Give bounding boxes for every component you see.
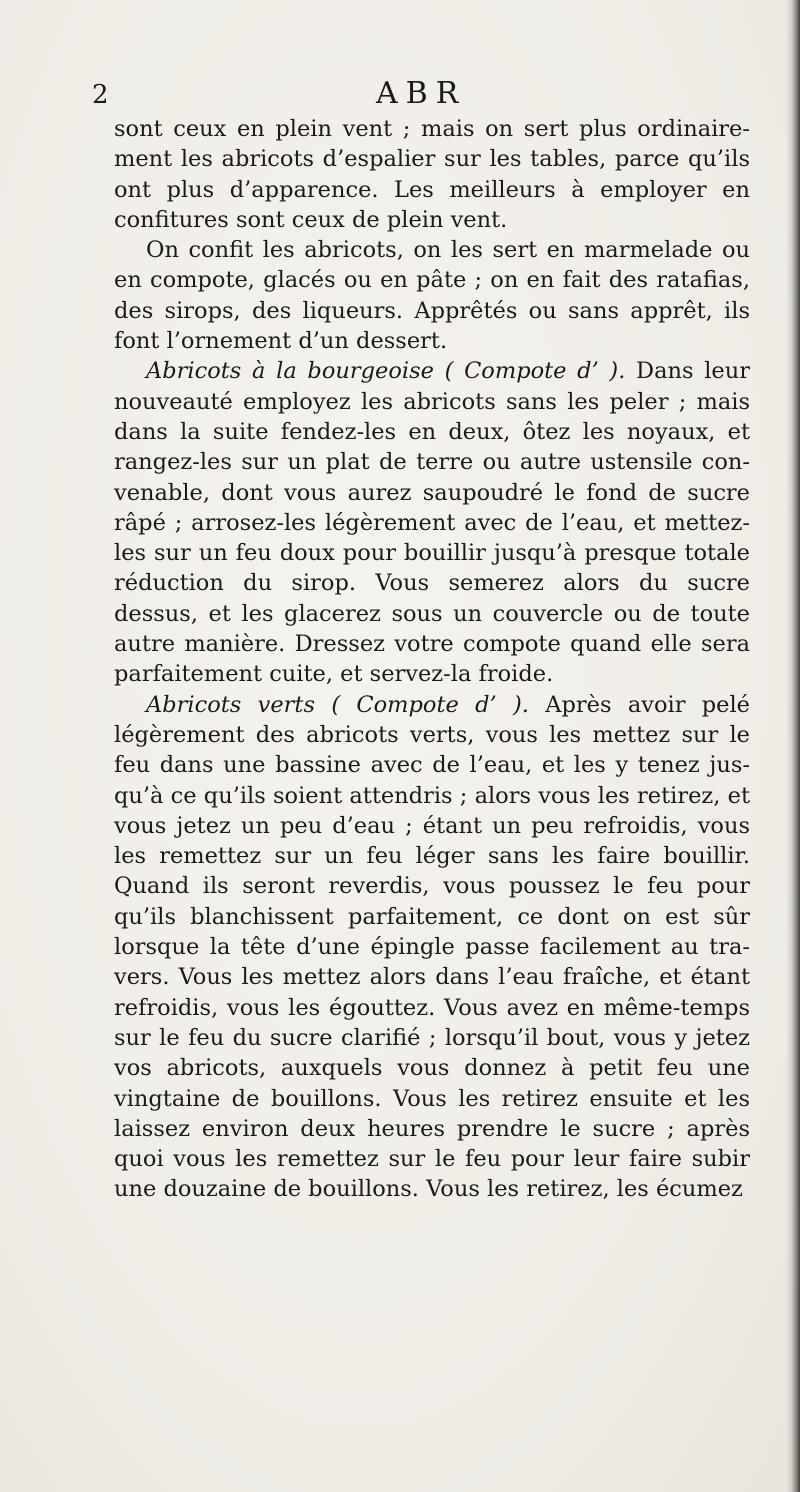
entry-abricots-bourgeoise — [114, 356, 750, 689]
entry-title-verts: Abricots verts ( Compote d’ ). — [146, 691, 529, 718]
entry-body-verts: Après avoir pelé légèrement des abricots verts, vous les mettez sur le feu dans une bassine avec de l’eau, et les y tenez jusqu’à ce qu’ils soient attendris ; alors vous les retirez, et vous jetez un peu d’eau ; étant un peu refroidis, vous les remettez sur un feu léger sans les faire bouillir. Quand ils seront reverdis, vous poussez le feu pour qu’ils blanchissent parfaitement, ce dont on est sûr lorsque la tête d’une épingle passe facilement au travers. Vous les mettez alors dans l’eau fraîche, et étant refroidis, vous les égouttez. Vous avez en même-temps sur le feu du sucre clarifié ; lorsqu’il bout, vous y jetez vos abricots, auxquels vous donnez à petit feu une vingtaine de bouillons. Vous les retirez ensuite et les laissez environ deux heures prendre le sucre ; après quoi vous les remettez sur le feu pour leur faire subir une douzaine de bouillons. Vous les retirez, les écumez — [114, 691, 750, 1203]
page-header — [0, 76, 800, 110]
running-head: ABR — [376, 76, 467, 111]
entry-title-bourgeoise: Abricots à la bourgeoise ( Compote d’ ). — [146, 358, 626, 385]
paragraph-confit: On confit les abricots, on les sert en marmelade ou en compote, glacés ou en pâte ; on en fait des ratafias, des sirops, des liqueurs. Apprêtés ou sans apprêt, ils font l’ornement d’un dessert. — [114, 237, 750, 355]
page-edge-shadow — [786, 0, 800, 1492]
body-text — [114, 114, 750, 1205]
paragraph-continued: sont ceux en plein vent ; mais on sert plus ordinairement les abricots d’espalier sur les tables, parce qu’ils ont plus d’apparence. Les meilleurs à employer en confitures sont ceux de plein vent. — [114, 116, 750, 233]
page-number: 2 — [92, 80, 109, 110]
entry-body-bourgeoise: Dans leur nouveauté employez les abricots sans les peler ; mais dans la suite fendez-les en deux, ôtez les noyaux, et rangez-les sur un plat de terre ou autre ustensile convenable, dont vous aurez saupoudré le fond de sucre râpé ; arrosez-les légèrement avec de l’eau, et mettez-les sur un feu doux pour bouillir jusqu’à presque totale réduction du sirop. Vous semerez alors du sucre dessus, et les glacerez sous un couvercle ou de toute autre manière. Dressez votre compote quand elle sera parfaitement cuite, et servez-la froide. — [114, 358, 750, 688]
entry-abricots-verts — [114, 690, 750, 1205]
